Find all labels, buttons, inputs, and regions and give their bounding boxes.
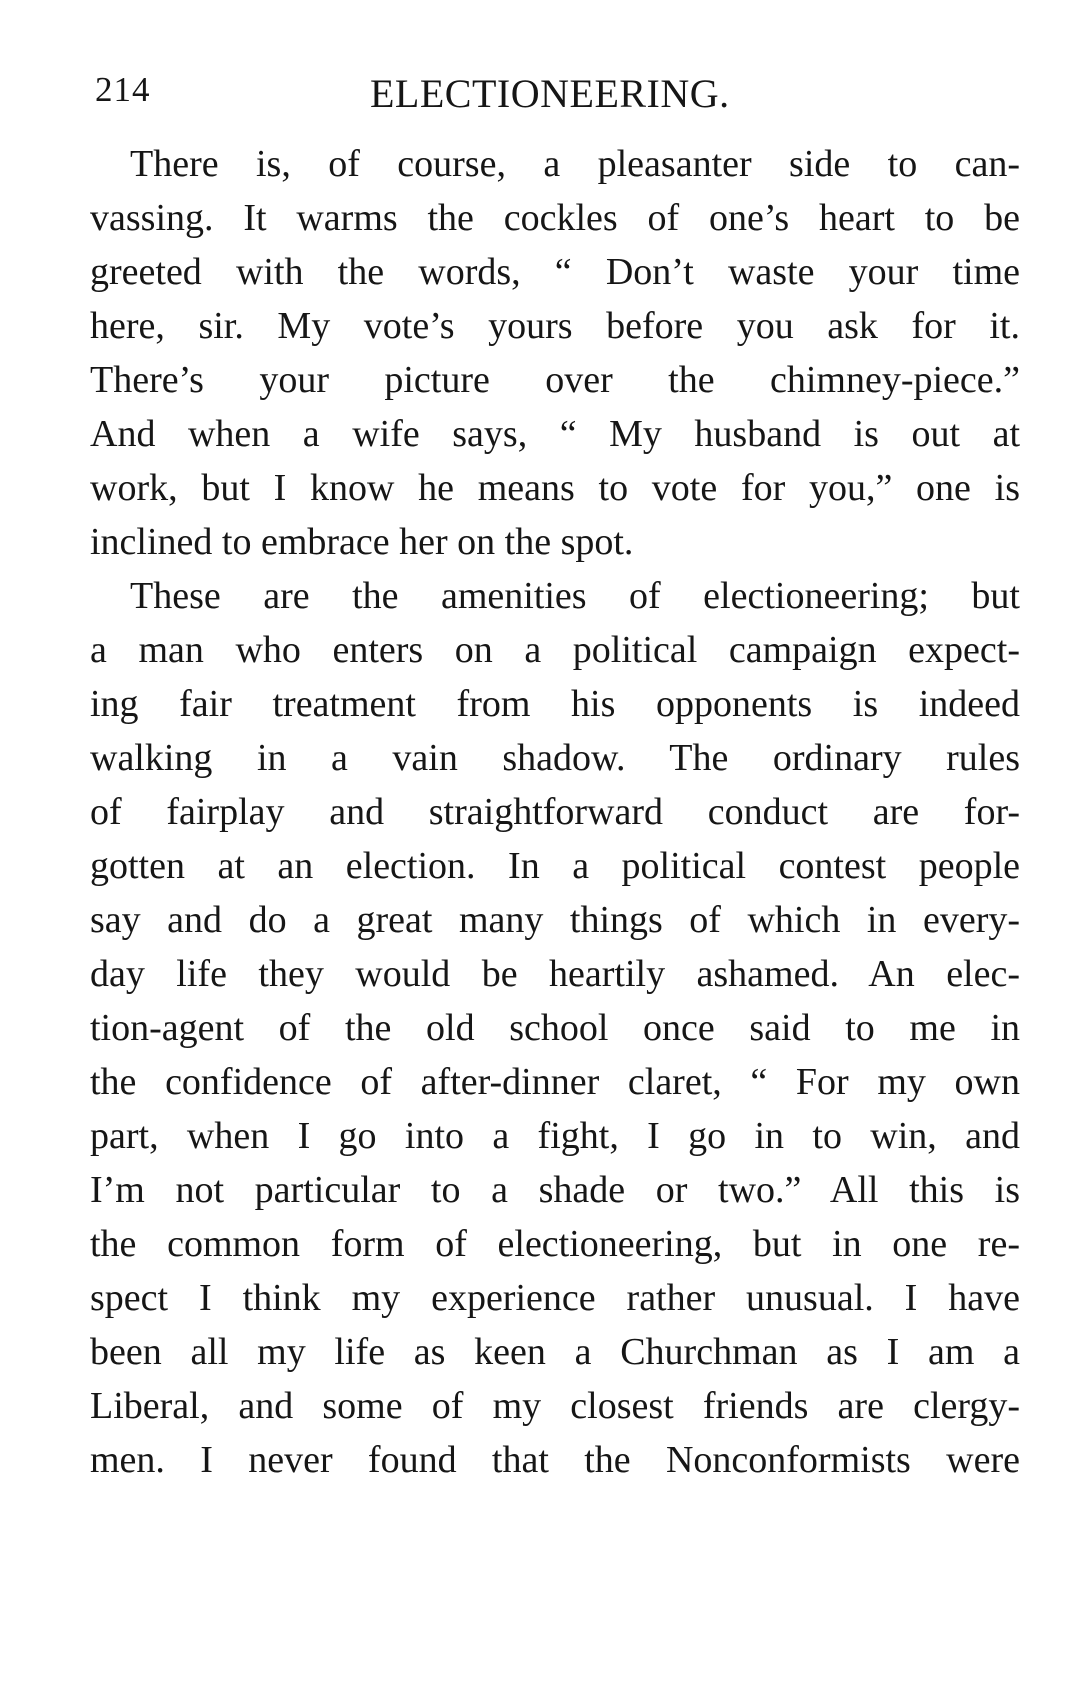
text-line: inclined to embrace her on the spot. — [90, 521, 634, 563]
text-line: There is, of course, a pleasanter side to can- — [130, 143, 1020, 185]
text-line: These are the amenities of electioneering; but — [130, 575, 1020, 617]
text-line: here, sir. My vote’s yours before you ask for it. — [90, 305, 1020, 347]
text-line: spect I think my experience rather unusual. I have — [90, 1277, 1020, 1319]
text-line: of fairplay and straightforward conduct are for- — [90, 791, 1020, 833]
text-line: walking in a vain shadow. The ordinary rules — [90, 737, 1020, 779]
text-line: vassing. It warms the cockles of one’s heart to be — [90, 197, 1020, 239]
text-line: the confidence of after-dinner claret, “ For my own — [90, 1061, 1020, 1103]
text-line: greeted with the words, “ Don’t waste your time — [90, 251, 1020, 293]
text-line: work, but I know he means to vote for you,” one is — [90, 467, 1020, 509]
text-line: ing fair treatment from his opponents is indeed — [90, 683, 1020, 725]
text-line: I’m not particular to a shade or two.” All this is — [90, 1169, 1020, 1211]
text-line: day life they would be heartily ashamed. An elec- — [90, 953, 1020, 995]
text-line: say and do a great many things of which in every- — [90, 899, 1020, 941]
text-line: Liberal, and some of my closest friends are clergy- — [90, 1385, 1020, 1427]
page-header — [95, 70, 1015, 130]
text-line: the common form of electioneering, but in one re- — [90, 1223, 1020, 1265]
text-line: tion-agent of the old school once said to me in — [90, 1007, 1020, 1049]
text-line: men. I never found that the Nonconformists were — [90, 1439, 1020, 1481]
page-number: 214 — [95, 70, 151, 109]
running-head: ELECTIONEERING. — [370, 71, 730, 116]
text-line: gotten at an election. In a political contest people — [90, 845, 1020, 887]
text-line: There’s your picture over the chimney-piece.” — [90, 359, 1020, 401]
text-line: part, when I go into a fight, I go in to win, and — [90, 1115, 1020, 1157]
text-line: And when a wife says, “ My husband is out at — [90, 413, 1020, 455]
text-line: a man who enters on a political campaign expect- — [90, 629, 1020, 671]
text-line: been all my life as keen a Churchman as I am a — [90, 1331, 1020, 1373]
